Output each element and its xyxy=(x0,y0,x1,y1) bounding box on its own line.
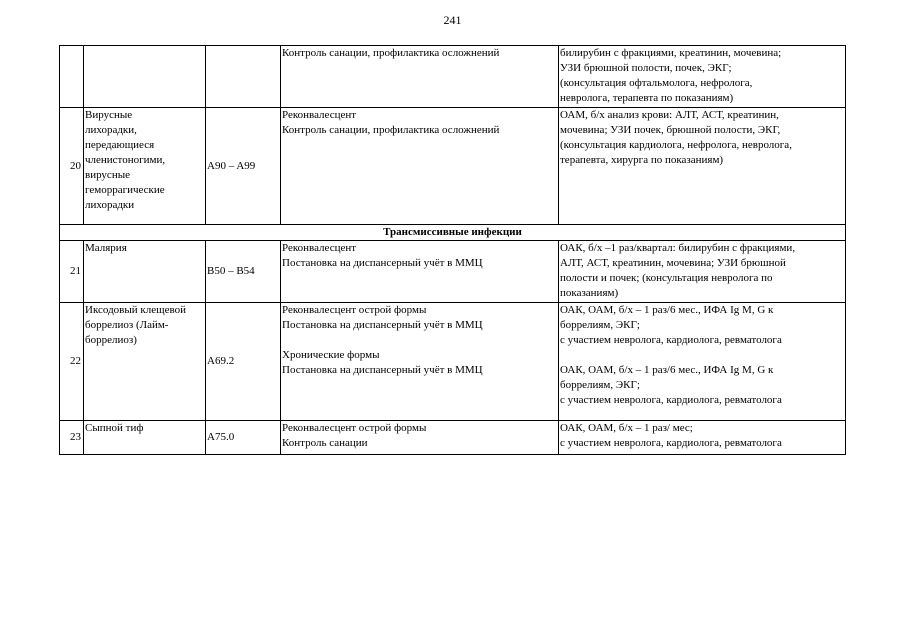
investigation-line: УЗИ брюшной полости, почек, ЭКГ; xyxy=(560,62,732,74)
row-number-cell: 21 xyxy=(60,241,84,303)
investigation-line: показаниям) xyxy=(560,287,619,299)
table-row xyxy=(60,241,846,303)
row-number-cell xyxy=(60,46,84,108)
monitoring-line: Контроль санации xyxy=(282,437,368,449)
investigations-cell xyxy=(559,421,846,455)
table-row xyxy=(60,303,846,421)
disease-cell xyxy=(84,108,206,225)
monitoring-cell xyxy=(281,303,559,421)
investigations-cell xyxy=(559,46,846,108)
investigation-line: ОАМ, б/х анализ крови: АЛТ, АСТ, креатинин, xyxy=(560,109,779,121)
disease-line: лихорадки xyxy=(85,199,135,211)
disease-cell: Малярия xyxy=(84,241,206,303)
row-number-cell: 23 xyxy=(60,421,84,455)
investigation-line: полости и почек; (консультация невролога по xyxy=(560,272,773,284)
investigation-line: с участием невролога, кардиолога, ревматолога xyxy=(560,334,782,346)
row-number-cell: 20 xyxy=(60,108,84,225)
disease-cell: Сыпной тиф xyxy=(84,421,206,455)
investigation-line: ОАК, ОАМ, б/х – 1 раз/6 мес., ИФА Ig M, G к xyxy=(560,364,774,376)
investigation-line: ОАК, ОАМ, б/х – 1 раз/6 мес., ИФА Ig M, G к xyxy=(560,304,774,316)
disease-line: Вирусные xyxy=(85,109,133,121)
disease-line: Иксодовый клещевой xyxy=(85,304,186,316)
investigation-line: ОАК, б/х –1 раз/квартал: билирубин с фракциями, xyxy=(560,242,796,254)
monitoring-text: Контроль санации, профилактика осложнений xyxy=(282,47,500,59)
monitoring-line: Постановка на диспансерный учёт в ММЦ xyxy=(282,364,483,376)
investigation-line: терапевта, хирурга по показаниям) xyxy=(560,154,724,166)
monitoring-cell xyxy=(281,421,559,455)
investigations-cell xyxy=(559,108,846,225)
monitoring-line: Реконвалесцент xyxy=(282,109,357,121)
investigation-line: (консультация офтальмолога, нефролога, xyxy=(560,77,753,89)
table-row xyxy=(60,421,846,455)
section-title: Трансмиссивные инфекции xyxy=(60,225,846,241)
page-number: 241 xyxy=(443,13,462,27)
disease-line: геморрагические xyxy=(85,184,165,196)
investigation-line: АЛТ, АСТ, креатинин, мочевина; УЗИ брюшной xyxy=(560,257,786,269)
follow-up-table xyxy=(59,45,846,455)
investigation-line: мочевина; УЗИ почек, брюшной полости, ЭКГ, xyxy=(560,124,781,136)
disease-line: членистоногими, xyxy=(85,154,166,166)
monitoring-line: Реконвалесцент острой формы xyxy=(282,304,427,316)
table-row xyxy=(60,108,846,225)
investigation-line: с участием невролога, кардиолога, ревматолога xyxy=(560,394,782,406)
investigation-line: ОАК, ОАМ, б/х – 1 раз/ мес; xyxy=(560,422,693,434)
disease-line: лихорадки, xyxy=(85,124,137,136)
icd-code-cell: A75.0 xyxy=(206,421,281,455)
disease-cell xyxy=(84,46,206,108)
disease-line: боррелиоз (Лайм- xyxy=(85,319,169,331)
row-number-cell: 22 xyxy=(60,303,84,421)
investigations-cell xyxy=(559,303,846,421)
icd-code-cell: B50 – B54 xyxy=(206,241,281,303)
monitoring-line: Постановка на диспансерный учёт в ММЦ xyxy=(282,257,483,269)
monitoring-cell xyxy=(281,241,559,303)
disease-line: вирусные xyxy=(85,169,130,181)
investigation-line: (консультация кардиолога, нефролога, невролога, xyxy=(560,139,792,151)
disease-line: боррелиоз) xyxy=(85,334,137,346)
monitoring-line: Реконвалесцент xyxy=(282,242,357,254)
monitoring-line: Контроль санации, профилактика осложнений xyxy=(282,124,500,136)
monitoring-line: Реконвалесцент острой формы xyxy=(282,422,427,434)
icd-code-cell: A69.2 xyxy=(206,303,281,421)
disease-line: передающиеся xyxy=(85,139,155,151)
monitoring-cell xyxy=(281,108,559,225)
investigation-line: боррелиям, ЭКГ; xyxy=(560,379,640,391)
section-header-row xyxy=(60,225,846,241)
table-row xyxy=(60,46,846,108)
icd-code-cell xyxy=(206,46,281,108)
monitoring-line: Постановка на диспансерный учёт в ММЦ xyxy=(282,319,483,331)
investigations-cell xyxy=(559,241,846,303)
icd-code-cell: A90 – A99 xyxy=(206,108,281,225)
investigation-line: билирубин с фракциями, креатинин, мочевина; xyxy=(560,47,782,59)
disease-cell xyxy=(84,303,206,421)
monitoring-cell xyxy=(281,46,559,108)
monitoring-line: Хронические формы xyxy=(282,349,380,361)
investigation-line: боррелиям, ЭКГ; xyxy=(560,319,640,331)
investigation-line: с участием невролога, кардиолога, ревматолога xyxy=(560,437,782,449)
investigation-line: невролога, терапевта по показаниям) xyxy=(560,92,734,104)
